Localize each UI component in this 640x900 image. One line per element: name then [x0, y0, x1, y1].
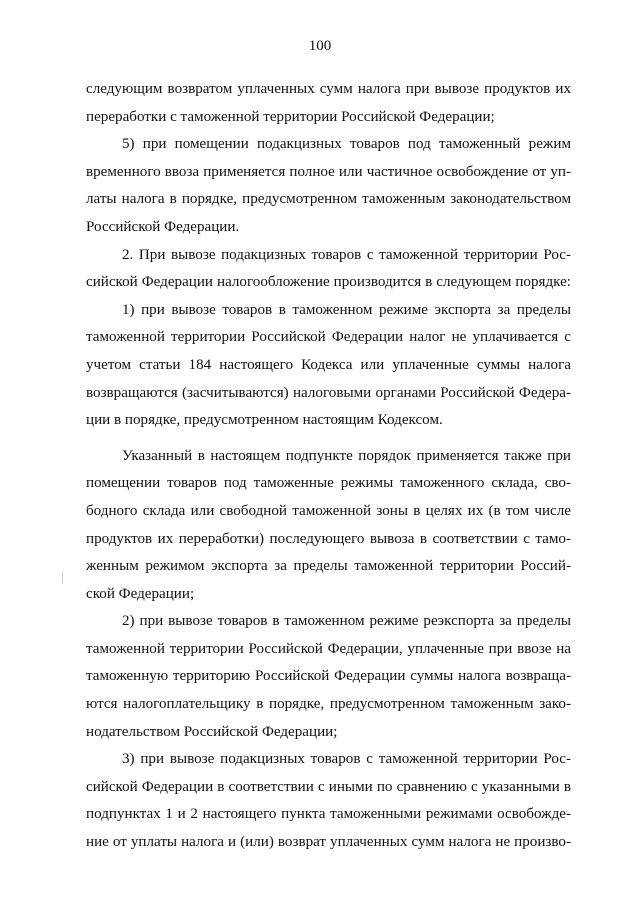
- body-text: [86, 76, 571, 857]
- text-line: 1) при вывозе товаров в таможенном режиме экспорта за пределы: [122, 301, 571, 318]
- text-line: женным режимом экспорта за пределы таможенной территории Россий-: [86, 558, 571, 575]
- paragraph-gap: [86, 435, 571, 443]
- text-line: латы налога в порядке, предусмотренном таможенным законодательством: [86, 191, 571, 208]
- text-line: Российской Федерации.: [86, 218, 240, 235]
- margin-mark: [62, 572, 63, 584]
- text-line: таможенной территории Российской Федерации, уплаченные при ввозе на: [86, 640, 571, 657]
- page-number: 100: [308, 38, 332, 54]
- text-line: подпунктах 1 и 2 настоящего пункта таможенными режимами освобожде-: [86, 806, 571, 823]
- text-line: временного ввоза применяется полное или частичное освобождение от уп-: [86, 163, 571, 180]
- text-line: сийской Федерации налогообложение производится в следующем порядке:: [86, 274, 571, 291]
- text-line: ской Федерации;: [86, 585, 195, 602]
- text-line: переработки с таможенной территории Российской Федерации;: [86, 108, 495, 125]
- text-line: помещении товаров под таможенные режимы таможенного склада, сво-: [86, 475, 571, 492]
- text-line: 5) при помещении подакцизных товаров под таможенный режим: [122, 136, 571, 153]
- text-line: 2) при вывозе товаров в таможенном режиме реэкспорта за пределы: [122, 613, 571, 630]
- text-line: бодного склада или свободной таможенной зоны в целях их (в том числе: [86, 502, 571, 519]
- text-line: сийской Федерации в соответствии с иными по сравнению с указанными в: [86, 778, 571, 795]
- text-line: таможенную территорию Российской Федерации суммы налога возвраща-: [86, 668, 571, 685]
- text-line: учетом статьи 184 настоящего Кодекса или уплаченные суммы налога: [86, 356, 571, 373]
- text-line: продуктов их переработки) последующего вывоза в соответствии с тамо-: [86, 530, 571, 547]
- text-line: нодательством Российской Федерации;: [86, 723, 338, 740]
- text-line: 2. При вывозе подакцизных товаров с таможенной территории Рос-: [122, 246, 571, 263]
- text-line: 3) при вывозе подакцизных товаров с таможенной территории Рос-: [122, 751, 571, 768]
- text-line: ции в порядке, предусмотренном настоящим Кодексом.: [86, 412, 443, 429]
- text-line: ние от уплаты налога и (или) возврат уплаченных сумм налога не произво-: [86, 834, 571, 851]
- text-line: следующим возвратом уплаченных сумм налога при вывозе продуктов их: [86, 81, 571, 97]
- text-line: Указанный в настоящем подпункте порядок применяется также при: [122, 447, 571, 464]
- text-line: таможенной территории Российской Федерации налог не уплачивается с: [86, 329, 571, 346]
- text-line: ются налогоплательщику в порядке, предусмотренном таможенным зако-: [86, 696, 571, 713]
- text-line: возвращаются (засчитываются) налоговыми органами Российской Федера-: [86, 384, 571, 401]
